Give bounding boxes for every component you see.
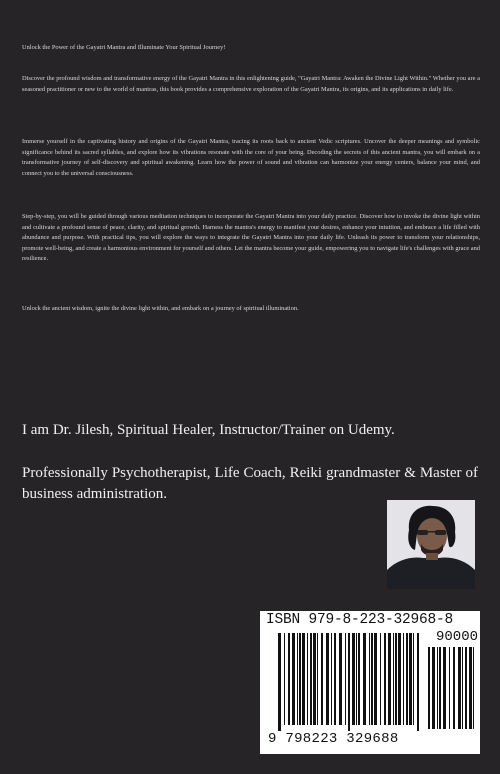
blurb-paragraph-practice: Step-by-step, you will be guided through various meditation techniques to incorporate the Gayatri Mantra into your daily practice. Discover how to invoke the divine light within and cultivate a profound sense of peace, clarity, and spiritual growth. Harness the mantra's energy to manifest your desires, enhance your intuition, and embrace a life filled with abundance and purpose. With practical tips, you will explore the ways to integrate the Gayatri Mantra into your daily life. Unleash its power to transform your relationships, promote well-being, and create a harmonious environment for yourself and others. Let the mantra become your guide, empowering you to navigate life's challenges with grace and resilience. — [22, 213, 480, 263]
isbn-barcode — [260, 611, 480, 754]
author-portrait-image — [387, 500, 475, 589]
author-bio-line-1: I am Dr. Jilesh, Spiritual Healer, Instructor/Trainer on Udemy. — [22, 422, 395, 438]
tagline: Unlock the Power of the Gayatri Mantra and Illuminate Your Spiritual Journey! — [22, 44, 226, 51]
author-photo — [387, 500, 475, 589]
ean-digits: 9 798223 329688 — [268, 731, 399, 747]
author-bio-line-2: Professionally Psychotherapist, Life Coach, Reiki grandmaster & Master of business administration. — [22, 465, 478, 502]
price-code: 90000 — [436, 629, 479, 645]
blurb-paragraph-history: Immerse yourself in the captivating history and origins of the Gayatri Mantra, tracing its roots back to ancient Vedic scriptures. Uncover the deeper meanings and symbolic significance behind its sacred syllables, and explore how its vibrations resonate with the core of your being. Decoding the secrets of this ancient mantra, you will embark on a transformative journey of self-discovery and spiritual awakening. Learn how the power of sound and vibration can harmonize your energy centers, balance your mind, and connect you to the universal consciousness. — [22, 138, 480, 177]
blurb-paragraph-intro: Discover the profound wisdom and transformative energy of the Gayatri Mantra in this enlightening guide, "Gayatri Mantra: Awaken the Divine Light Within." Whether you are a seasoned practitioner or new to the world of mantras, this book provides a comprehensive exploration of the Gayatri Mantra, its origins, and its applications in daily life. — [22, 75, 480, 93]
blurb-closing-line: Unlock the ancient wisdom, ignite the divine light within, and embark on a journey of spiritual illumination. — [22, 305, 299, 312]
isbn-label: ISBN 979-8-223-32968-8 — [266, 612, 454, 628]
